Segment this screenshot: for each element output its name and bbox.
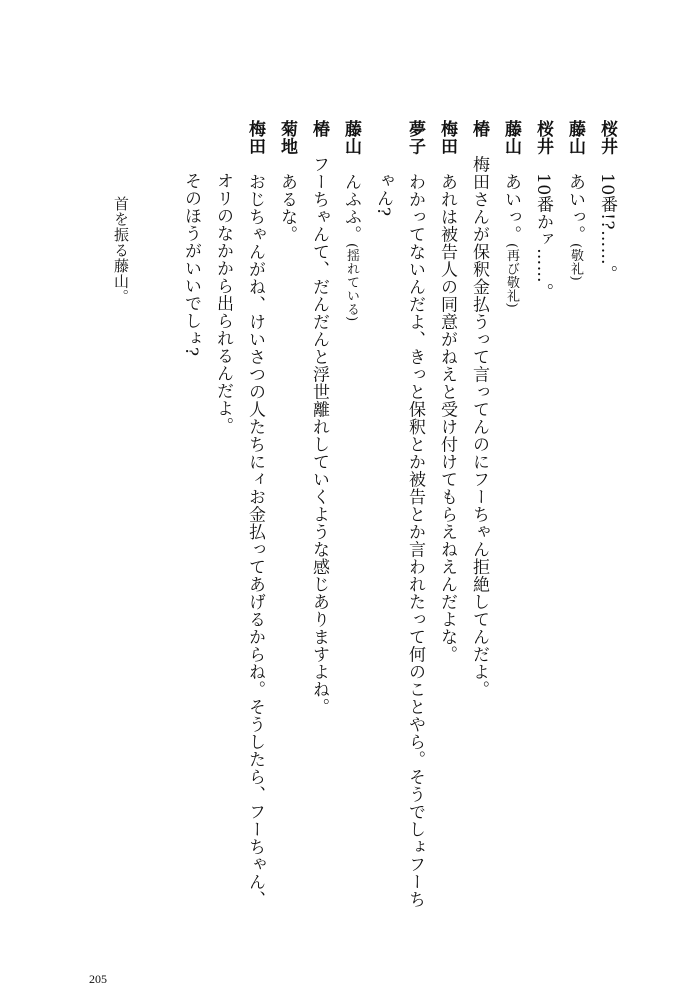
- dialogue-text: わかってないんだよ、きっと保釈とか被告とか言われたって何のことやら。そうでしょフーち: [405, 173, 425, 908]
- dialogue-text: あいっ。: [501, 173, 521, 243]
- speaker-name: 夢子: [405, 120, 425, 155]
- page-number: 205: [89, 972, 107, 986]
- speaker-name: 菊地: [277, 120, 297, 155]
- dialogue-line-kikuchi-1: [272, 120, 302, 243]
- stage-note: (再び敬礼): [504, 243, 519, 309]
- dialogue-text: 梅田さんが保釈金払うって言ってんのにフーちゃん拒絶してんだよ。: [469, 155, 489, 698]
- stage-direction: [106, 196, 136, 305]
- dialogue-line-umeda-2: [240, 120, 270, 908]
- speaker-name: 藤山: [501, 120, 521, 155]
- dialogue-text: ゃん?: [373, 172, 393, 217]
- dialogue-continuation: [176, 172, 206, 357]
- dialogue-line-tsubaki-1: [464, 120, 494, 698]
- dialogue-text: あれは被告人の同意がねえと受け付けてもらえねえんだよな。: [437, 173, 457, 663]
- dialogue-text: 10番!?……。: [597, 173, 617, 283]
- speaker-name: 梅田: [245, 120, 265, 155]
- dialogue-line-tsubaki-2: [304, 120, 334, 716]
- dialogue-line-yumeko-1: [400, 120, 430, 908]
- speaker-name: 梅田: [437, 120, 457, 155]
- dialogue-text: 10番かァ……。: [533, 173, 553, 301]
- speaker-name: 藤山: [341, 120, 361, 155]
- dialogue-text: んふふ。: [341, 173, 361, 243]
- dialogue-text: おじちゃんがね、けいさつの人たちにィお金払ってあげるからね。そうしたら、フーちゃん、: [245, 173, 265, 908]
- dialogue-line-fujiyama-2: [496, 120, 526, 308]
- dialogue-text: オリのなかから出られるんだよ。: [213, 172, 233, 435]
- stage-note: (揺れている): [344, 243, 359, 322]
- dialogue-text: そのほうがいいでしょ?: [181, 172, 201, 357]
- dialogue-line-sakurai-1: [592, 120, 622, 283]
- speaker-name: 桜井: [533, 120, 553, 155]
- dialogue-line-umeda-1: [432, 120, 462, 663]
- stage-direction-text: 首を振る藤山。: [112, 196, 130, 305]
- dialogue-text: フーちゃんて、だんだんと浮世離れしていくような感じありますよね。: [309, 155, 329, 716]
- speaker-name: 藤山: [565, 120, 585, 155]
- dialogue-text: あるな。: [277, 173, 297, 243]
- dialogue-text: あいっ。: [565, 173, 585, 243]
- speaker-name: 椿: [309, 120, 329, 138]
- speaker-name: 椿: [469, 120, 489, 138]
- speaker-name: 桜井: [597, 120, 617, 155]
- dialogue-line-fujiyama-3: [336, 120, 366, 322]
- dialogue-continuation: [368, 172, 398, 217]
- stage-note: (敬礼): [568, 243, 583, 282]
- dialogue-continuation: [208, 172, 238, 435]
- dialogue-line-fujiyama-1: [560, 120, 590, 281]
- dialogue-line-sakurai-2: [528, 120, 558, 301]
